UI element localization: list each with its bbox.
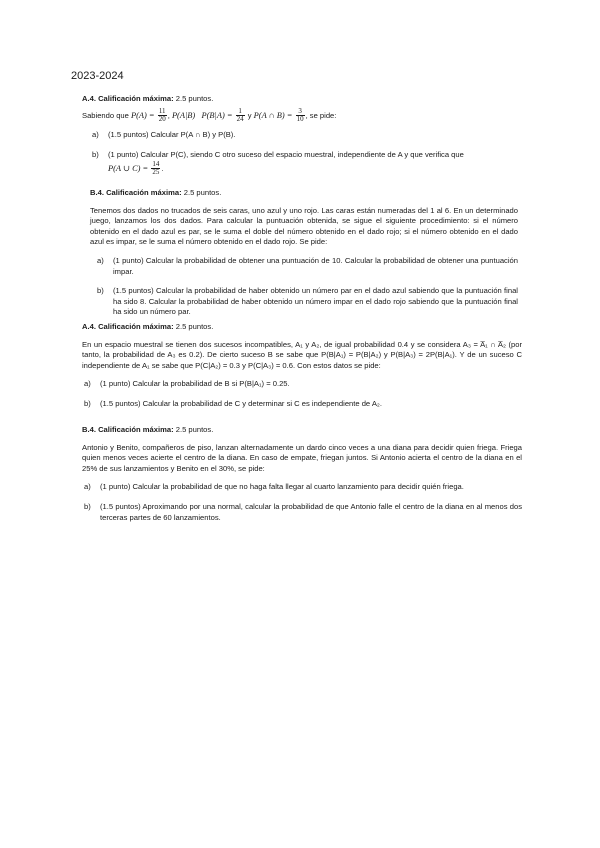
question-a [97, 256, 518, 277]
section-points: 2.5 puntos. [183, 188, 222, 197]
page-header-year: 2023-2024 [71, 70, 124, 82]
question-text: (1.5 puntos) Calcular la probabilidad de C y determinar si C es independiente de A₂. [100, 398, 382, 408]
section-heading: Calificación máxima: [98, 322, 174, 331]
section-heading: Calificación máxima: [106, 188, 182, 197]
math-pauc: P(A ∪ C) = [108, 163, 149, 173]
section-heading: Calificación máxima: [98, 425, 174, 434]
section-points: 2.5 puntos. [175, 94, 214, 103]
section-points: 2.5 puntos. [175, 322, 214, 331]
question-text: (1.5 puntos) Aproximando por una normal, calcular la probabilidad de que Antonio falle el centro de la diana en al menos dos terceras partes de 60 lanzamientos. [100, 501, 522, 522]
question-label: b) [84, 398, 91, 408]
conj-y: y [247, 110, 252, 120]
question-b [84, 502, 522, 523]
math-pacb: P(A ∩ B) = [253, 110, 293, 120]
section-code: A.4. [82, 322, 96, 331]
question-b [97, 286, 518, 318]
section-code: A.4. [82, 94, 96, 103]
fraction-pa: $\frac{11}{20}$ [158, 106, 166, 124]
section-intro: Tenemos dos dados no trucados de seis caras, uno azul y uno rojo. Las caras están numeradas del 1 al 6. En un determinado juego, lanzamos los dos dados. Para calcular la puntuación obtenida, se sigue el siguiente procedimiento: si el número obtenido en el dado azul es par, se le suma el doble del número obtenido en el dado rojo; si el número obtenido en el dado azul es impar, se le suma el número obtenido en el dado rojo. Se pide: [90, 205, 518, 247]
section-title [82, 94, 522, 105]
question-text: (1 punto) Calcular P(C), siendo C otro suceso del espacio muestral, independiente de A y que verifica que [108, 150, 464, 160]
question-b [84, 399, 522, 410]
question-label: a) [97, 255, 104, 265]
fraction-pauc: $\frac{14}{25}$ [152, 159, 160, 177]
section-intro: En un espacio muestral se tienen dos sucesos incompatibles, A₁ y A₂, de igual probabilidad 0.4 y se considera A₃ = A̅₁ ∩ A̅₂ (por tanto, la probabilidad de A₃ es 0.2). De cierto suceso B se sabe que P(B|A₁) = P(B|A₂) y P(B|A₃) = 2P(B|A₁). Y de un suceso C independiente de A₁ se sabe que P(C|A₂) = 0.3 y P(C|A₃) = 0.6. Con estos datos se pide: [82, 339, 522, 370]
section-points: 2.5 puntos. [175, 425, 214, 434]
question-text: (1.5 puntos) Calcular la probabilidad de haber obtenido un número par en el dado azul sabiendo que la puntuación final ha sido 8. Calcular la probabilidad de haber obtenido un número impar en el dado rojo sabiendo que la puntuación final ha sido un número par. [113, 286, 518, 317]
section-title [82, 425, 522, 436]
section-intro [82, 108, 522, 124]
question-text: (1 punto) Calcular la probabilidad de que no haga falta llegar al cuarto lanzamiento para decidir quién friega. [100, 482, 464, 492]
question-label: a) [84, 482, 91, 492]
fraction-pba: $\frac{1}{24}$ [236, 106, 244, 124]
fraction-pacb: $\frac{3}{10}$ [296, 106, 304, 124]
question-text: (1 punto) Calcular la probabilidad de B si P(B|A₁) = 0.25. [100, 379, 290, 389]
intro-text: Sabiendo que [82, 110, 129, 120]
question-label: b) [97, 286, 104, 296]
question-text: (1 punto) Calcular la probabilidad de obtener una puntuación de 10. Calcular la probabilidad de obtener una puntuación impar. [113, 255, 518, 276]
math-pa: P(A) = [131, 110, 155, 120]
section-heading: Calificación máxima: [98, 94, 174, 103]
question-label: b) [92, 150, 99, 160]
period: . [161, 163, 164, 173]
section-title [90, 188, 518, 199]
math-pab: P(A|B) [171, 110, 196, 120]
section-b4-second [82, 425, 522, 530]
section-a4-second [82, 322, 522, 417]
question-a [92, 130, 522, 141]
section-code: B.4. [82, 425, 96, 434]
section-title [82, 322, 522, 333]
question-text: (1.5 puntos) Calcular P(A ∩ B) y P(B). [108, 129, 236, 139]
section-a4-first [82, 94, 522, 184]
comma: , [167, 110, 170, 120]
question-label: a) [92, 129, 99, 139]
section-intro: Antonio y Benito, compañeros de piso, lanzan alternadamente un dardo cinco veces a una diana para decidir quien friega. Friega quien menos veces acierte el centro de la diana. En caso de empate, friegan juntos. Si Antonio acierta el centro de la diana en el 25% de sus lanzamientos y Benito en el 30%, se pide: [82, 442, 522, 473]
question-label: a) [84, 379, 91, 389]
question-a [84, 379, 522, 390]
section-b4-first [90, 188, 518, 325]
section-code: B.4. [90, 188, 104, 197]
intro-end: , se pide: [305, 110, 337, 120]
question-label: b) [84, 501, 91, 511]
math-pba: P(B|A) = [201, 110, 233, 120]
question-b [92, 150, 522, 177]
question-a [84, 482, 522, 493]
